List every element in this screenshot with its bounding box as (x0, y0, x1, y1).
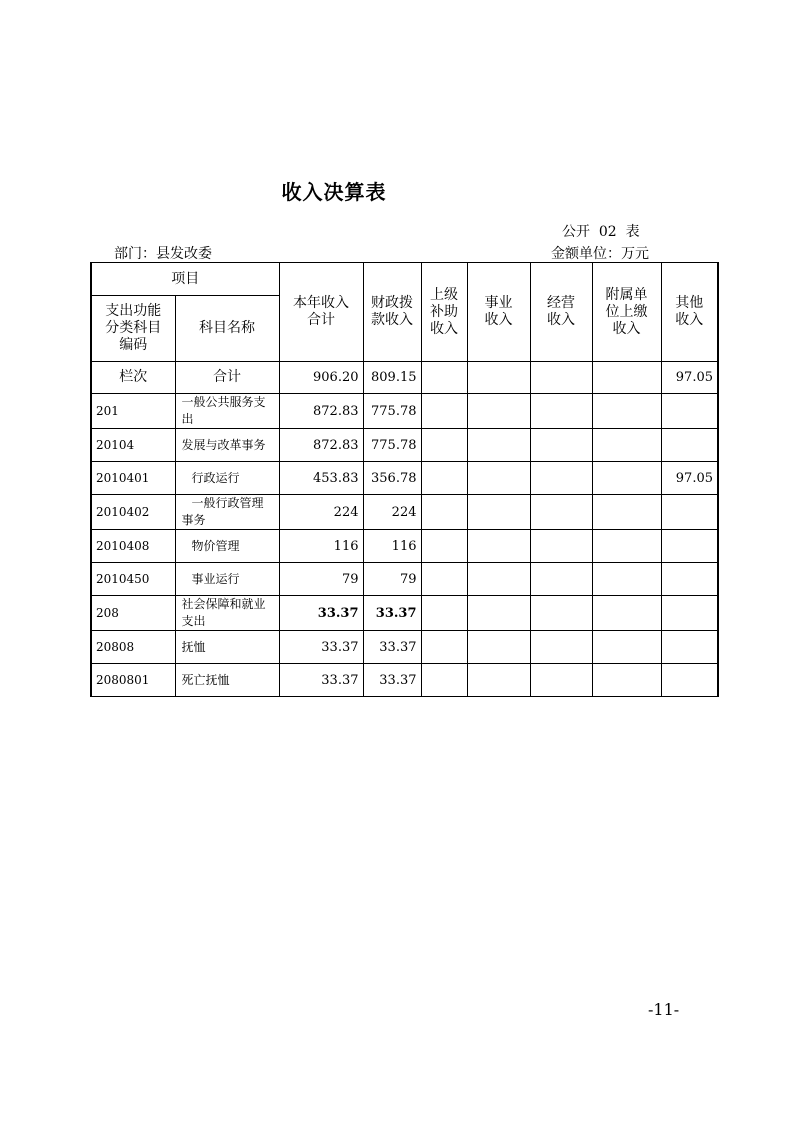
row-name: 社会保障和就业 支出 (175, 596, 279, 631)
row-other (661, 596, 718, 631)
row-total: 453.83 (279, 462, 363, 495)
row-fiscal: 224 (363, 495, 421, 530)
page-number: -11- (648, 1000, 680, 1019)
row-fiscal: 775.78 (363, 394, 421, 429)
summary-upper (421, 362, 467, 394)
table-row (91, 530, 718, 563)
summary-career (467, 362, 530, 394)
row-name: 物价管理 (175, 530, 279, 563)
row-name: 一般公共服务支 出 (175, 394, 279, 429)
row-total: 872.83 (279, 394, 363, 429)
table-row (91, 631, 718, 664)
row-code: 2010450 (91, 563, 175, 596)
row-other: 97.05 (661, 462, 718, 495)
row-total: 872.83 (279, 429, 363, 462)
summary-other: 97.05 (661, 362, 718, 394)
row-other (661, 495, 718, 530)
income-table (90, 262, 719, 697)
unit-label: 金额单位：万元 (551, 246, 649, 262)
row-name: 一般行政管理 事务 (175, 495, 279, 530)
summary-fiscal: 809.15 (363, 362, 421, 394)
summary-name: 合计 (175, 362, 279, 394)
header-operating: 经营 收入 (530, 263, 592, 362)
summary-operating (530, 362, 592, 394)
header-other: 其他 收入 (661, 263, 718, 362)
header-upper-subsidy: 上级 补助 收入 (421, 263, 467, 362)
row-other (661, 664, 718, 697)
row-code: 2010401 (91, 462, 175, 495)
row-total: 33.37 (279, 631, 363, 664)
row-total: 79 (279, 563, 363, 596)
header-fiscal: 财政拨 款收入 (363, 263, 421, 362)
table-row (91, 429, 718, 462)
summary-row (91, 362, 718, 394)
row-other (661, 394, 718, 429)
row-total: 224 (279, 495, 363, 530)
row-name: 死亡抚恤 (175, 664, 279, 697)
row-fiscal: 33.37 (363, 664, 421, 697)
summary-affiliated (592, 362, 661, 394)
header-item: 项目 (91, 263, 279, 296)
header-code: 支出功能 分类科目 编码 (91, 296, 175, 362)
row-other (661, 530, 718, 563)
row-code: 20808 (91, 631, 175, 664)
row-name: 事业运行 (175, 563, 279, 596)
header-name: 科目名称 (175, 296, 279, 362)
row-fiscal: 116 (363, 530, 421, 563)
row-name: 抚恤 (175, 631, 279, 664)
row-code: 20104 (91, 429, 175, 462)
row-code: 2080801 (91, 664, 175, 697)
row-fiscal: 33.37 (363, 631, 421, 664)
header-affiliated: 附属单 位上缴 收入 (592, 263, 661, 362)
header-career: 事业 收入 (467, 263, 530, 362)
summary-label: 栏次 (91, 362, 175, 394)
row-code: 2010402 (91, 495, 175, 530)
row-other (661, 563, 718, 596)
summary-total: 906.20 (279, 362, 363, 394)
row-code: 2010408 (91, 530, 175, 563)
row-fiscal: 33.37 (363, 596, 421, 631)
row-other (661, 429, 718, 462)
form-number: 公开 02 表 (562, 224, 640, 240)
row-fiscal: 775.78 (363, 429, 421, 462)
row-fiscal: 79 (363, 563, 421, 596)
table-row (91, 563, 718, 596)
table-row (91, 495, 718, 530)
row-code: 208 (91, 596, 175, 631)
row-name: 行政运行 (175, 462, 279, 495)
table-row (91, 664, 718, 697)
table-row (91, 394, 718, 429)
header-total: 本年收入 合计 (279, 263, 363, 362)
row-other (661, 631, 718, 664)
row-total: 33.37 (279, 596, 363, 631)
row-total: 116 (279, 530, 363, 563)
row-total: 33.37 (279, 664, 363, 697)
row-code: 201 (91, 394, 175, 429)
page-title: 收入决算表 (281, 180, 387, 204)
department-label: 部门：县发改委 (114, 246, 212, 262)
row-name: 发展与改革事务 (175, 429, 279, 462)
table-row (91, 462, 718, 495)
table-row (91, 596, 718, 631)
row-fiscal: 356.78 (363, 462, 421, 495)
